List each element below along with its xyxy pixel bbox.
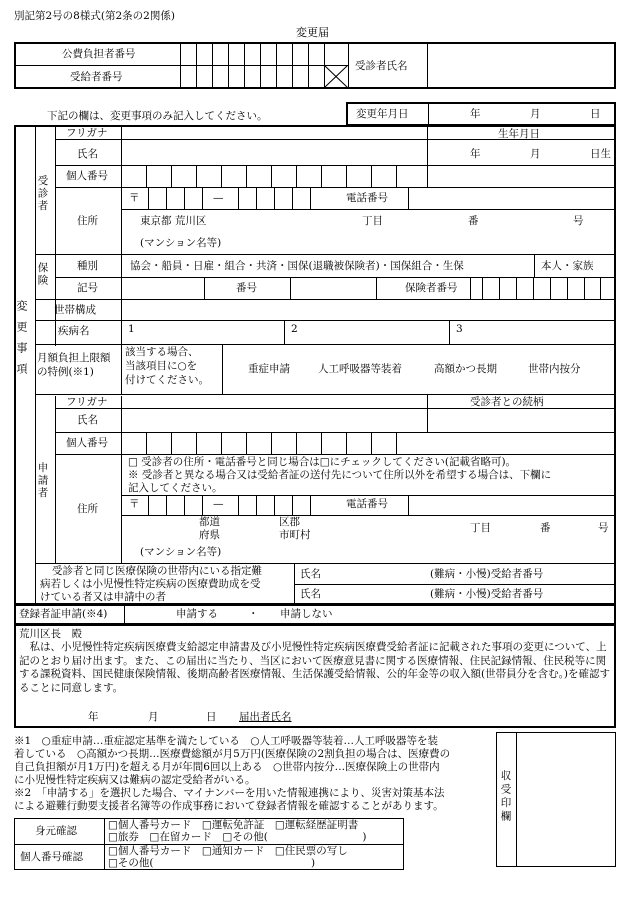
patient-go: 号 — [573, 215, 584, 227]
patient-phone-label: 電話番号 — [346, 192, 388, 204]
number-check-options-2[interactable]: □その他( ) — [108, 857, 316, 869]
household-member-desc-2: 病若しくは小児慢性特定疾病の医療費助成を受 — [40, 578, 261, 590]
recipient-number-label: 受給者番号 — [70, 71, 123, 83]
applicant-relation-label: 受診者との続柄 — [470, 396, 544, 408]
patient-chome: 丁目 — [362, 215, 383, 227]
applicant-name-label: 氏名 — [77, 414, 98, 426]
household-member-recipient-1: (難病・小慢)受給者番号 — [430, 568, 544, 580]
applicant-mynumber-label: 個人番号 — [66, 437, 108, 449]
decl-month: 月 — [148, 711, 159, 723]
instruction-note: 下記の欄は、変更事項のみ記入してください。 — [47, 110, 268, 122]
applicant-address-label: 住所 — [77, 503, 98, 515]
identity-check-options-2[interactable]: □旅券 □在留カード □その他( ) — [108, 831, 367, 843]
pref-label-bottom: 府県 — [199, 529, 220, 541]
birthdate-label: 生年月日 — [498, 128, 540, 140]
disease-3: 3 — [456, 323, 463, 335]
special-instruction-1: 該当する場合、 — [125, 346, 199, 358]
patient-name-field[interactable] — [428, 43, 614, 87]
address-note-2: 記入してください。 — [128, 482, 223, 494]
note-1-line-1: ※1 ○重症申請…重症認定基準を満たしている ○人工呼吸器等装着…人工呼吸器等を装 — [14, 735, 439, 747]
note-1-line-2: 着している ○高額かつ長期…医療費総額が月5万円(医療保険の2割負担の場合は、医療費の — [14, 748, 451, 760]
note-2-line-2: による避難行動要支援者名簿等の作成事務において登録者情報を確認することがあります。 — [14, 800, 444, 812]
insurance-number-label: 番号 — [236, 282, 257, 294]
applicant-mansion-label: (マンション名等) — [140, 546, 222, 558]
insurance-type-options: 協会・船員・日雇・組合・共済・国保(退職被保険者)・国保組合・生保 — [130, 260, 464, 272]
public-payer-number-label: 公費負担者番号 — [62, 48, 136, 60]
household-member-name-1: 氏名 — [300, 568, 321, 580]
declaration-body: 私は、小児慢性特定疾病医療費支給認定申請書及び小児慢性特定疾病医療費受給者証に記載された事項の変更について、上記のとおり届け出ます。また、この届出に当たり、当区において医療意見書に関する医療情報、住民記録情報、住民税等に関する課税資料、国民健康保険情報、後期高齢者医療情報、生活保護受給情報、公的年金等の収入額(世帯員分を含む。)を確認することに同意します。 — [19, 641, 610, 694]
applicant-chome: 丁目 — [470, 522, 491, 534]
change-items-side-label: 変更事項 — [15, 300, 28, 384]
note-1-line-3: 自己負担額が月1万円)を超える月が年間6回以上ある ○世帯内按分…医療保険上の世帯内 — [14, 761, 440, 773]
disease-name-label: 疾病名 — [58, 325, 90, 337]
special-instruction-2: 当該項目に○を — [125, 360, 198, 372]
insurance-self-family: 本人・家族 — [541, 260, 594, 272]
applicant-phone-label: 電話番号 — [346, 498, 388, 510]
receipt-stamp-box — [496, 732, 616, 867]
patient-name-row-label: 氏名 — [77, 148, 98, 160]
form-title: 変更届 — [296, 26, 329, 39]
option-high-cost[interactable]: 高額かつ長期 — [434, 363, 497, 375]
household-member-desc-1: 受診者と同じ医療保険の世帯内にいる指定難 — [52, 565, 262, 577]
receipt-stamp-label: 収受印欄 — [499, 770, 512, 824]
main-form-box — [14, 125, 616, 605]
option-ventilator[interactable]: 人工呼吸器等装着 — [318, 363, 402, 375]
registrant-not-apply-option[interactable]: 申請しない — [280, 608, 333, 620]
identity-check-options-1[interactable]: □個人番号カード □運転免許証 □運転経歴証明書 — [108, 819, 359, 831]
decl-year: 年 — [88, 711, 99, 723]
change-date-year: 年 — [470, 108, 481, 120]
applicant-postal-mark: 〒 — [129, 498, 140, 510]
household-label: 世帯構成 — [54, 304, 96, 316]
patient-ban: 番 — [468, 215, 479, 227]
special-instruction-3: 付けてください。 — [125, 374, 209, 386]
address-note-1: ※ 受診者と異なる場合又は受給者証の送付先について住所以外を希望する場合は、下欄に — [128, 469, 552, 481]
applicant-side-label: 申請者 — [36, 462, 49, 500]
household-member-desc-3: けている者又は申請中の者 — [40, 591, 166, 603]
city-label-bottom: 市町村 — [279, 529, 311, 541]
disease-1: 1 — [128, 323, 135, 335]
same-address-checkbox[interactable]: □ 受診者の住所・電話番号と同じ場合は□にチェックしてください(記載省略可)。 — [128, 456, 517, 468]
patient-mynumber-label: 個人番号 — [66, 170, 108, 182]
patient-postal-mark: 〒 — [129, 192, 140, 204]
applicant-furigana-label: フリガナ — [66, 396, 108, 408]
patient-name-label: 受診者氏名 — [355, 60, 408, 72]
city-label-top: 区郡 — [279, 516, 300, 528]
form-number: 別記第2号の8様式(第2条の2関係) — [14, 10, 175, 22]
option-severe[interactable]: 重症申請 — [248, 363, 290, 375]
insurer-number-label: 保険者番号 — [405, 282, 458, 294]
birth-day: 日生 — [590, 148, 611, 160]
household-member-name-2: 氏名 — [300, 588, 321, 600]
registrant-label: 登録者証申請(※4) — [19, 608, 108, 620]
decl-day: 日 — [206, 711, 217, 723]
disabled-cell-cross — [324, 65, 348, 88]
insurance-side-label: 保険 — [36, 262, 49, 287]
special-limit-note: の特例(※1) — [37, 366, 94, 378]
insurance-type-label: 種別 — [77, 260, 98, 272]
change-date-label: 変更年月日 — [356, 108, 409, 120]
note-2-line-1: ※2 「申請する」を選択した場合、マイナンバーを用いた情報連携により、災害対策基本法 — [14, 787, 445, 799]
mayor-address: 荒川区長 殿 — [19, 628, 82, 640]
insurance-symbol-label: 記号 — [77, 282, 98, 294]
special-limit-label: 月額負担上限額 — [37, 352, 111, 364]
applicant-postal-dash: — — [213, 498, 224, 510]
registrant-apply-option[interactable]: 申請する — [176, 608, 218, 620]
change-date-day: 日 — [590, 108, 601, 120]
household-member-recipient-2: (難病・小慢)受給者番号 — [430, 588, 544, 600]
birth-month: 月 — [530, 148, 541, 160]
patient-furigana-label: フリガナ — [66, 127, 108, 139]
patient-ward: 東京都 荒川区 — [140, 215, 207, 227]
applicant-go: 号 — [598, 522, 609, 534]
patient-side-label: 受診者 — [36, 175, 49, 213]
applicant-ban: 番 — [540, 522, 551, 534]
pref-label-top: 都道 — [199, 516, 220, 528]
change-date-month: 月 — [530, 108, 541, 120]
identity-check-label: 身元確認 — [35, 825, 77, 837]
note-1-line-4: に小児慢性特定疾病又は難病の認定受給者がいる。 — [14, 774, 256, 786]
registrant-separator: ・ — [248, 608, 259, 620]
patient-address-label: 住所 — [77, 215, 98, 227]
notifier-name-label: 届出者氏名 — [239, 711, 292, 723]
option-household-split[interactable]: 世帯内按分 — [528, 363, 581, 375]
patient-mansion-label: (マンション名等) — [140, 237, 222, 249]
number-check-label: 個人番号確認 — [20, 851, 83, 863]
patient-postal-dash: — — [213, 192, 224, 204]
disease-2: 2 — [291, 323, 298, 335]
number-check-options-1[interactable]: □個人番号カード □通知カード □住民票の写し — [108, 845, 348, 857]
birth-year: 年 — [470, 148, 481, 160]
